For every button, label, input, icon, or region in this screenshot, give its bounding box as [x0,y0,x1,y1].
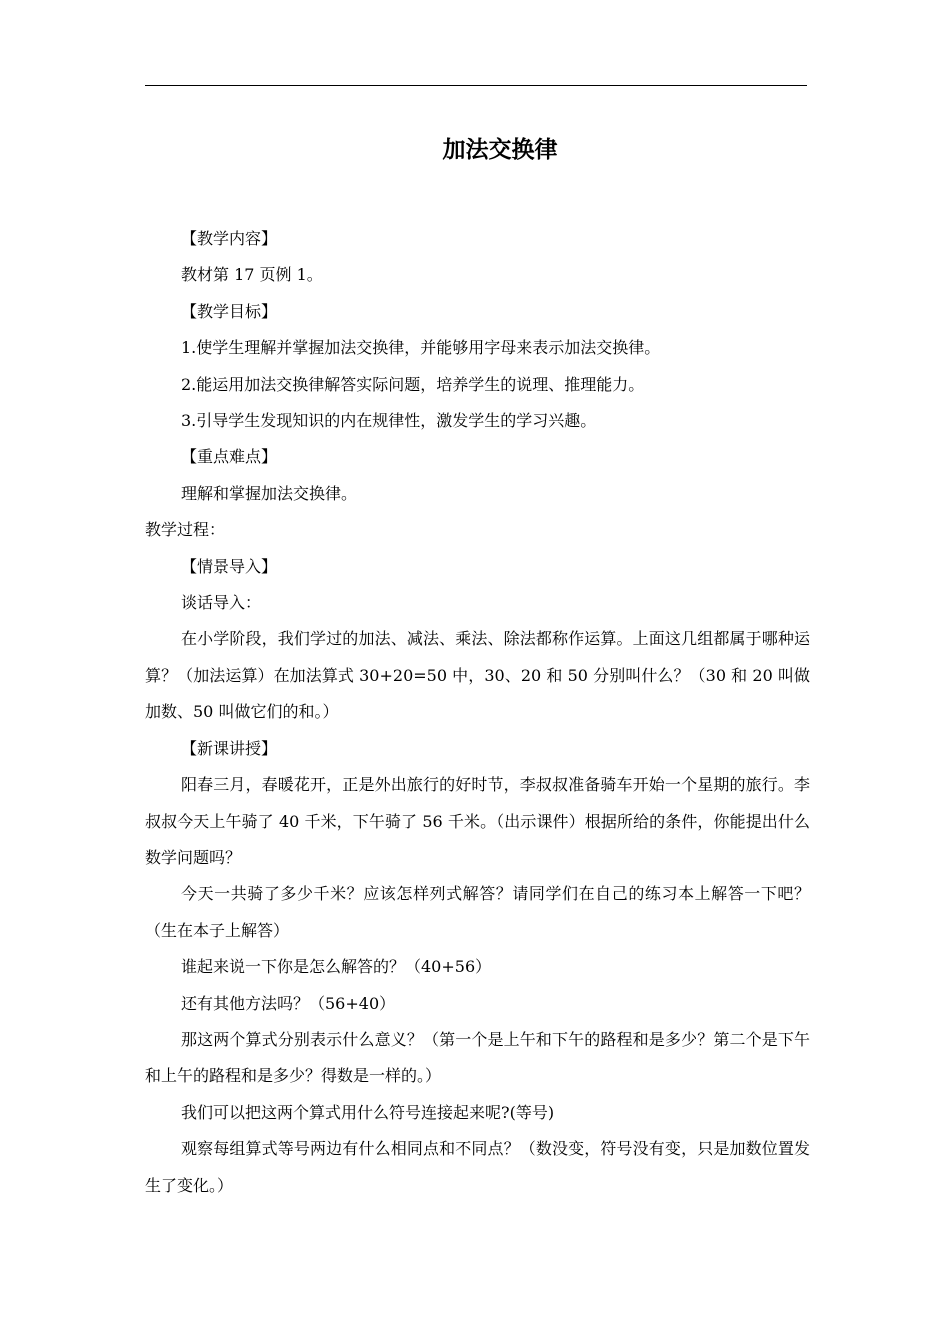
goal-item: 2.能运用加法交换律解答实际问题，培养学生的说理、推理能力。 [181,374,645,394]
paragraph: 教材第 17 页例 1。 [181,265,323,285]
section-heading-content: 【教学内容】 [181,229,278,248]
section-label-process: 教学过程： [145,520,226,540]
paragraph: 谈话导入： [181,593,262,613]
paragraph: 谁起来说一下你是怎么解答的？（40+56） [181,957,492,977]
document-title: 加法交换律 [442,137,558,163]
paragraph: 那这两个算式分别表示什么意义？（第一个是上午和下午的路程和是多少？第二个是下午和上午的路程和是多少？得数是一样的。） [145,1029,810,1086]
section-heading-key-points: 【重点难点】 [181,447,278,467]
paragraph: 在小学阶段，我们学过的加法、减法、乘法、除法都称作运算。上面这几组都属于哪种运算？（加法运算）在加法算式 30+20=50 中，30、20 和 50 分别叫什么？（30 和 20 叫做加数、50 叫做它们的和。） [145,629,810,722]
section-heading-new-lesson: 【新课讲授】 [181,738,278,758]
paragraph: 理解和掌握加法交换律。 [181,483,358,503]
paragraph: 我们可以把这两个算式用什么符号连接起来呢?(等号) [181,1102,555,1122]
goal-item: 1.使学生理解并掌握加法交换律，并能够用字母来表示加法交换律。 [181,338,661,358]
paragraph: 还有其他方法吗？（56+40） [181,993,396,1013]
section-heading-goals: 【教学目标】 [181,301,278,321]
paragraph: 今天一共骑了多少千米？应该怎样列式解答？请同学们在自己的练习本上解答一下吧？（生在本子上解答） [145,884,810,940]
paragraph: 观察每组算式等号两边有什么相同点和不同点？（数没变，符号没有变，只是加数位置发生了变化。） [145,1139,810,1195]
goal-item: 3.引导学生发现知识的内在规律性，激发学生的学习兴趣。 [181,411,597,431]
section-heading-intro: 【情景导入】 [181,556,278,576]
header-rule [145,85,807,86]
paragraph: 阳春三月，春暖花开，正是外出旅行的好时节，李叔叔准备骑车开始一个星期的旅行。李叔叔今天上午骑了 40 千米，下午骑了 56 千米。（出示课件）根据所给的条件，你能提出什么数学问题吗？ [145,775,810,867]
document-body [145,221,810,1204]
